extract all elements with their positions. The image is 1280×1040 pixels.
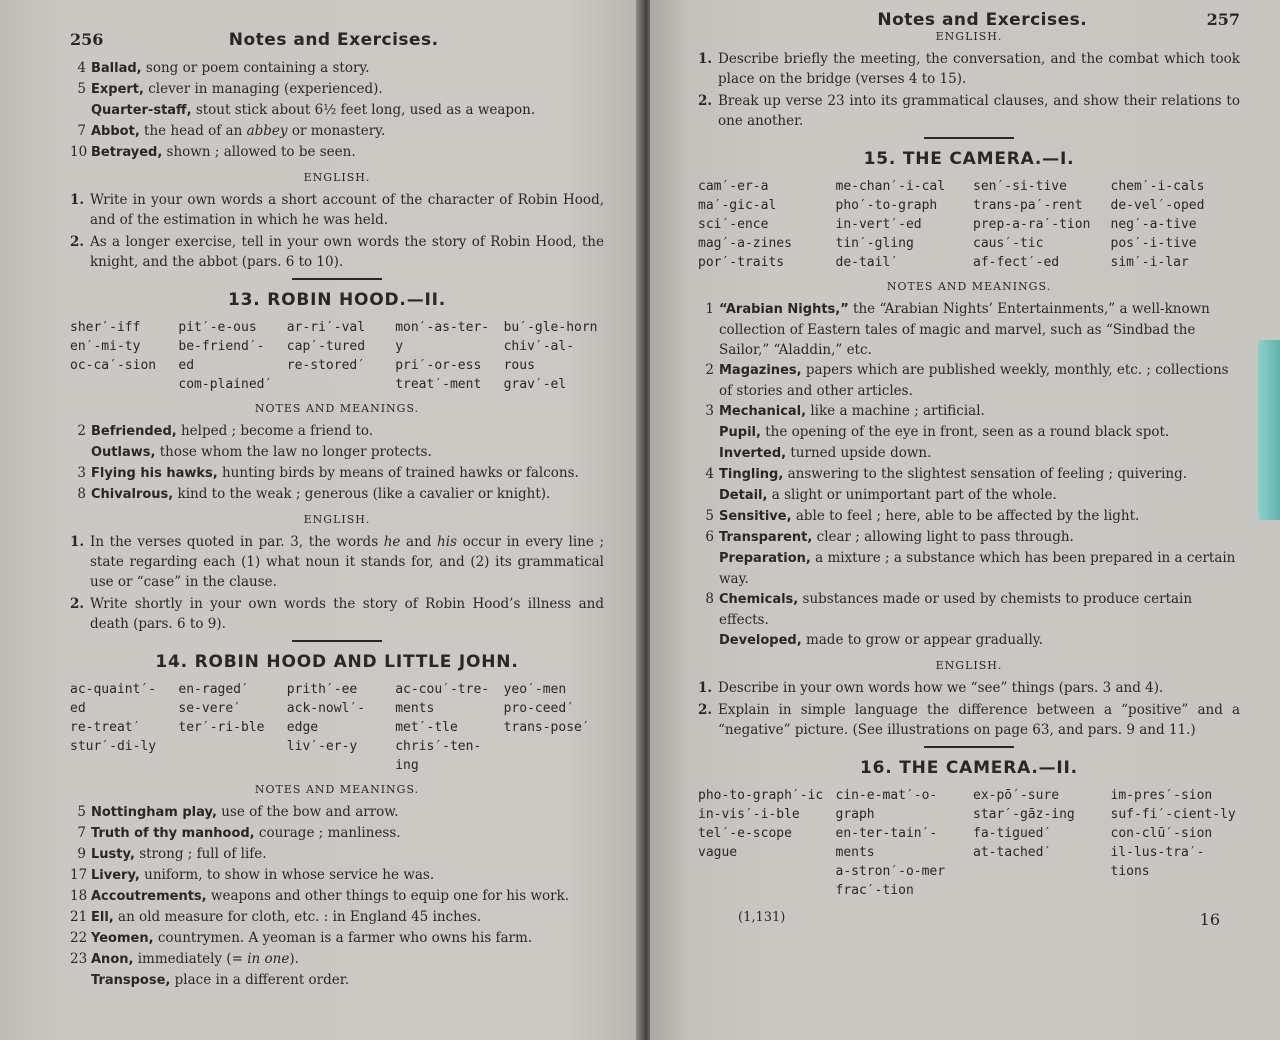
lesson-16-spelling-words: pho-to-graph′-ic in-vis′-i-ble tel′-e-scope vague cin-e-mat′-o-graph en-ter-tain′-ments a-stron′-o-mer frac′-tion ex-pō′-sure star′-gāz-ing fa-tigued′ at-tached′ im-pres′-sion suf-fi′-cient-ly con-clū′-sion il-lus-tra′-tions — [698, 788, 1236, 898]
signature-mark: 16 — [1199, 910, 1220, 929]
note-item: Outlaws, those whom the law no longer protects. — [91, 444, 432, 460]
note-item: 8 Chemicals, substances made or used by chemists to produce certain effects. — [705, 591, 1193, 628]
note-item: Quarter-staff, stout stick about 6½ feet long, used as a weapon. — [91, 102, 536, 118]
note-item: 4 Ballad, song or poem containing a story. — [77, 60, 370, 76]
lesson-14-spelling-words: ac-quaint′-ed re-treat′ stur′-di-ly en-raged′ se-vere′ ter′-ri-ble prith′-ee ack-nowl′-edge liv′-er-y ac-cou′-tre-ments met′-tle chris′-ten-ing yeo′-men pro-ceed′ trans-pose′ — [70, 682, 590, 773]
note-item: 5 Expert, clever in managing (experienced). — [77, 81, 383, 97]
notes-heading: NOTES AND MEANINGS. — [886, 280, 1052, 293]
right-page — [650, 0, 1280, 1040]
note-item: 18 Accoutrements, weapons and other things to equip one for his work. — [70, 888, 570, 904]
section-divider — [924, 137, 1014, 139]
page-number-right: 257 — [1206, 10, 1240, 29]
note-item: 9 Lusty, strong ; full of life. — [77, 846, 267, 862]
exercise-item: 2. Explain in simple language the difference between a “positive” and a “negative” picture. (See illustrations on page 63, and pars. 9 and 11.) — [698, 702, 1240, 738]
lesson-16-title: 16. THE CAMERA.—II. — [860, 758, 1078, 778]
note-item: 23 Anon, immediately (= in one). — [70, 951, 299, 967]
running-title-left: Notes and Exercises. — [228, 30, 439, 50]
note-item: Inverted, turned upside down. — [719, 445, 932, 461]
section-divider — [924, 746, 1014, 748]
note-item: 3 Flying his hawks, hunting birds by means of trained hawks or falcons. — [77, 465, 579, 481]
note-item: 6 Transparent, clear ; allowing light to pass through. — [705, 529, 1074, 545]
running-title-right: Notes and Exercises. — [877, 10, 1088, 30]
note-item: 7 Truth of thy manhood, courage ; manliness. — [77, 825, 401, 841]
lesson-13-title: 13. ROBIN HOOD.—II. — [227, 290, 446, 310]
exercise-item: 1. In the verses quoted in par. 3, the words he and his occur in every line ; state regarding each (1) what noun it stands for, and (2) its grammatical use or “case” in the clause. — [70, 534, 604, 590]
english-heading: ENGLISH. — [935, 659, 1003, 672]
exercise-item: 2. Write shortly in your own words the story of Robin Hood’s illness and death (pars. 6 to 9). — [70, 596, 604, 632]
exercise-item: 2. As a longer exercise, tell in your own words the story of Robin Hood, the knight, and the abbot (pars. 6 to 10). — [70, 234, 604, 270]
note-item: 17 Livery, uniform, to show in whose service he was. — [70, 867, 435, 883]
note-item: 5 Sensitive, able to feel ; here, able to be affected by the light. — [705, 508, 1140, 524]
section-divider — [292, 640, 382, 642]
note-item: 4 Tingling, answering to the slightest sensation of feeling ; quivering. — [705, 466, 1188, 482]
english-heading: ENGLISH. — [935, 30, 1003, 43]
note-item: 3 Mechanical, like a machine ; artificial. — [705, 403, 985, 419]
exercise-item: 1. Describe in your own words how we “see” things (pars. 3 and 4). — [698, 680, 1164, 696]
right-running-head — [698, 0, 1240, 30]
note-item: 10 Betrayed, shown ; allowed to be seen. — [70, 144, 356, 160]
english-heading: ENGLISH. — [303, 171, 371, 184]
notes-heading: NOTES AND MEANINGS. — [254, 783, 420, 796]
page-footer — [698, 906, 1240, 929]
note-item: Preparation, a mixture ; a substance which has been prepared in a certain way. — [719, 550, 1236, 587]
lesson-15-title: 15. THE CAMERA.—I. — [863, 149, 1075, 169]
page-number-left: 256 — [70, 30, 104, 49]
note-item: 2 Magazines, papers which are published weekly, monthly, etc. ; collections of stories and other articles. — [705, 362, 1229, 399]
lesson-15-spelling-words: cam′-er-a ma′-gic-al sci′-ence mag′-a-zines por′-traits me-chan′-i-cal pho′-to-graph in-vert′-ed tin′-gling de-tail′ sen′-si-tive trans-pa′-rent prep-a-ra′-tion caus′-tic af-fect′-ed chem′-i-cals de-vel′-oped neg′-a-tive pos′-i-tive sim′-i-lar — [698, 179, 1205, 270]
note-item: Transpose, place in a different order. — [91, 972, 350, 988]
exercise-item: 1. Write in your own words a short account of the character of Robin Hood, and of the estimation in which he was held. — [70, 192, 604, 228]
section-divider — [292, 278, 382, 280]
lesson-14-title: 14. ROBIN HOOD AND LITTLE JOHN. — [155, 652, 519, 672]
note-item: 22 Yeomen, countrymen. A yeoman is a farmer who owns his farm. — [70, 930, 533, 946]
note-item: 7 Abbot, the head of an abbey or monastery. — [77, 123, 386, 139]
note-item: 5 Nottingham play, use of the bow and arrow. — [77, 804, 399, 820]
note-item: 21 Ell, an old measure for cloth, etc. : in England 45 inches. — [70, 909, 482, 925]
note-item: Developed, made to grow or appear gradually. — [719, 632, 1043, 648]
note-item: 2 Befriended, helped ; become a friend to. — [77, 423, 374, 439]
note-item: 1 “Arabian Nights,” the “Arabian Nights’ Entertainments,” a well-known collection of Eastern tales of magic and marvel, such as “Sindbad the Sailor,” “Aladdin,” etc. — [705, 301, 1210, 358]
top-notes-list — [70, 58, 604, 163]
note-item: Pupil, the opening of the eye in front, seen as a round black spot. — [719, 424, 1170, 440]
note-item: 8 Chivalrous, kind to the weak ; generous (like a cavalier or knight). — [77, 486, 551, 502]
print-code: (1,131) — [738, 910, 786, 925]
note-item: Detail, a slight or unimportant part of the whole. — [719, 487, 1057, 503]
exercise-item: 1. Describe briefly the meeting, the conversation, and the combat which took place on the bridge (verses 4 to 15). — [698, 51, 1240, 87]
lesson-13-spelling-words: sher′-iff en′-mi-ty oc-ca′-sion pit′-e-ous be-friend′-ed com-plained′ ar-ri′-val cap′-tured re-stored′ mon′-as-ter-y pri′-or-ess treat′-ment bu′-gle-horn chiv′-al-rous grav′-el — [70, 320, 598, 392]
left-running-head — [70, 30, 604, 50]
notes-heading: NOTES AND MEANINGS. — [254, 402, 420, 415]
bookmark-tab — [1258, 340, 1280, 520]
exercise-item: 2. Break up verse 23 into its grammatical clauses, and show their relations to one another. — [698, 93, 1240, 129]
english-heading: ENGLISH. — [303, 513, 371, 526]
